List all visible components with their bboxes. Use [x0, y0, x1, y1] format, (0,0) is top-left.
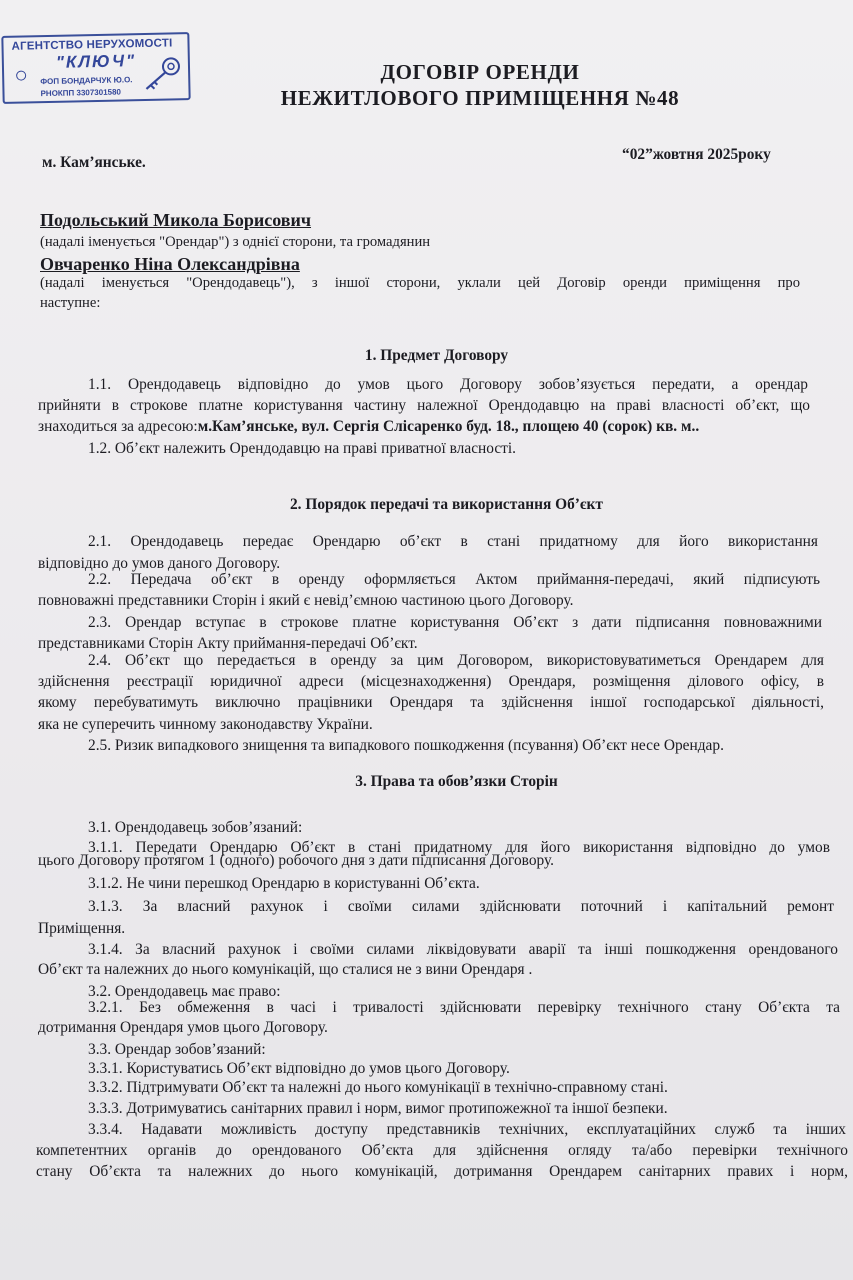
clause-3-3-2: 3.3.2. Підтримувати Об’єкт та належні до нього комунікації в технічно-справному стані.: [88, 1079, 668, 1096]
clause-3-1-1: 3.1.1. Передати Орендарю Об’єкт в стані придатному для його використання відповідно до умов: [88, 839, 830, 856]
clause-3-1-4: 3.1.4. За власний рахунок і своїми силами ліквідовувати аварії та інші пошкодження орендованого: [88, 941, 838, 958]
clause-3-1-3-cont: Приміщення.: [38, 920, 126, 937]
clause-3-2-1: 3.2.1. Без обмеження в часі і тривалості здійснювати перевірку технічного стану Об’єкта та: [88, 999, 840, 1016]
clause-1-1: 1.1. Орендодавець відповідно до умов цього Договору зобов’язується передати, а орендар: [88, 376, 808, 393]
clause-1-1-cont: прийняти в строкове платне користування частину належної Орендодавцю на праві власності об’єкт, що: [38, 397, 810, 414]
contract-city: м. Кам’янське.: [42, 154, 146, 171]
clause-2-3-cont: представниками Сторін Акту приймання-передачі Об’єкт.: [38, 635, 418, 652]
clause-2-3: 2.3. Орендар вступає в строкове платне користування Об’єкт з дати підписання повноважними: [88, 614, 822, 631]
stamp-fop: ФОП БОНДАРЧУК Ю.О.: [40, 75, 133, 87]
key-icon: [140, 54, 185, 95]
clause-3-2-1-cont: дотримання Орендаря умов цього Договору.: [38, 1019, 328, 1036]
stamp-agency-name: "КЛЮЧ": [55, 51, 137, 72]
stamp-dot-icon: [16, 70, 26, 80]
clause-2-1: 2.1. Орендодавець передає Орендарю об’єкт в стані придатному для його використання: [88, 533, 818, 550]
clause-1-1-address: [38, 418, 699, 436]
contract-date: “02”жовтня 2025року: [622, 146, 771, 163]
object-address: м.Кам’янське, вул. Сергія Слісаренко буд. 18., площею 40 (сорок) кв. м..: [197, 418, 700, 435]
clause-3-1-1-cont: цього Договору протягом 1 (одного) робочого дня з дати підписання Договору.: [38, 852, 555, 869]
clause-2-5: 2.5. Ризик випадкового знищення та випадкового пошкодження (псування) Об’єкт несе Орендар.: [88, 737, 724, 754]
clause-3-3-1: 3.3.1. Користуватись Об’єкт відповідно до умов цього Договору.: [88, 1060, 510, 1077]
clause-2-1-cont: відповідно до умов даного Договору.: [38, 555, 281, 572]
contract-title-line-1: ДОГОВІР ОРЕНДИ: [380, 60, 580, 84]
clause-1-2: 1.2. Об’єкт належить Орендодавцю на праві приватної власності.: [88, 440, 517, 457]
section-1-heading: 1. Предмет Договору: [364, 347, 509, 364]
clause-3-3: 3.3. Орендар зобов’язаний:: [88, 1041, 266, 1058]
clause-3-3-4: 3.3.4. Надавати можливість доступу представників технічних, експлуатаційних служб та інших: [88, 1121, 846, 1138]
clause-2-4-cont-1: здійснення реєстрації юридичної адреси (місцезнаходження) Орендаря, розміщення ділового офісу, в: [38, 673, 824, 690]
landlord-note-end: наступне:: [40, 295, 101, 311]
agency-stamp: [1, 32, 190, 104]
clause-2-2: 2.2. Передача об’єкт в оренду оформляється Актом приймання-передачі, який підписують: [88, 571, 820, 588]
tenant-name: Подольський Микола Борисович: [40, 210, 312, 230]
clause-3-3-3: 3.3.3. Дотримуватись санітарних правил і норм, вимог протипожежної та іншої безпеки.: [88, 1100, 668, 1117]
landlord-name: Овчаренко Ніна Олександрівна: [40, 254, 300, 274]
clause-2-2-cont: повноважні представники Сторін і який є невід’ємною частиною цього Договору.: [38, 592, 574, 609]
landlord-note: (надалі іменується "Орендодавець"), з іншої сторони, уклали цей Договір оренди приміщення про: [40, 275, 800, 291]
clause-3-3-4-cont-2: стану Об’єкта та належних до нього комунікацій, дотримання Орендарем санітарних правих і норм,: [36, 1163, 848, 1180]
clause-2-4-cont-2: якому перебуватимуть виключно працівники Орендаря та здійснення іншої господарської діяльності,: [38, 694, 824, 711]
stamp-agency-text: АГЕНТСТВО НЕРУХОМОСТІ: [11, 37, 173, 53]
section-3-heading: 3. Права та обов’язки Сторін: [355, 773, 558, 790]
clause-3-3-4-cont-1: компетентних органів до орендованого Об’єкта для здійснення огляду та/або перевірки технічного: [36, 1142, 848, 1159]
clause-3-1-4-cont: Об’єкт та належних до нього комунікацій, що сталися не з вини Орендаря .: [38, 961, 533, 978]
stamp-rnokpp: РНОКПП 3307301580: [40, 87, 122, 99]
clause-3-1-2: 3.1.2. Не чини перешкод Орендарю в користуванні Об’єкта.: [88, 875, 480, 892]
clause-2-4: 2.4. Об’єкт що передається в оренду за цим Договором, використовуватиметься Орендарем для: [88, 652, 824, 669]
contract-title-line-2: НЕЖИТЛОВОГО ПРИМІЩЕННЯ №48: [280, 86, 680, 110]
section-2-heading: 2. Порядок передачі та використання Об’єкт: [289, 496, 603, 513]
tenant-note: (надалі іменується "Орендар") з однієї сторони, та громадянин: [40, 234, 431, 250]
clause-3-1: 3.1. Орендодавець зобов’язаний:: [88, 819, 303, 836]
clause-3-2: 3.2. Орендодавець має право:: [88, 983, 281, 1000]
clause-3-1-3: 3.1.3. За власний рахунок і своїми силами здійснювати поточний і капітальний ремонт: [88, 898, 834, 915]
clause-2-4-cont-3: яка не суперечить чинному законодавству України.: [38, 716, 373, 733]
address-prefix: знаходиться за адресою:: [38, 418, 198, 435]
